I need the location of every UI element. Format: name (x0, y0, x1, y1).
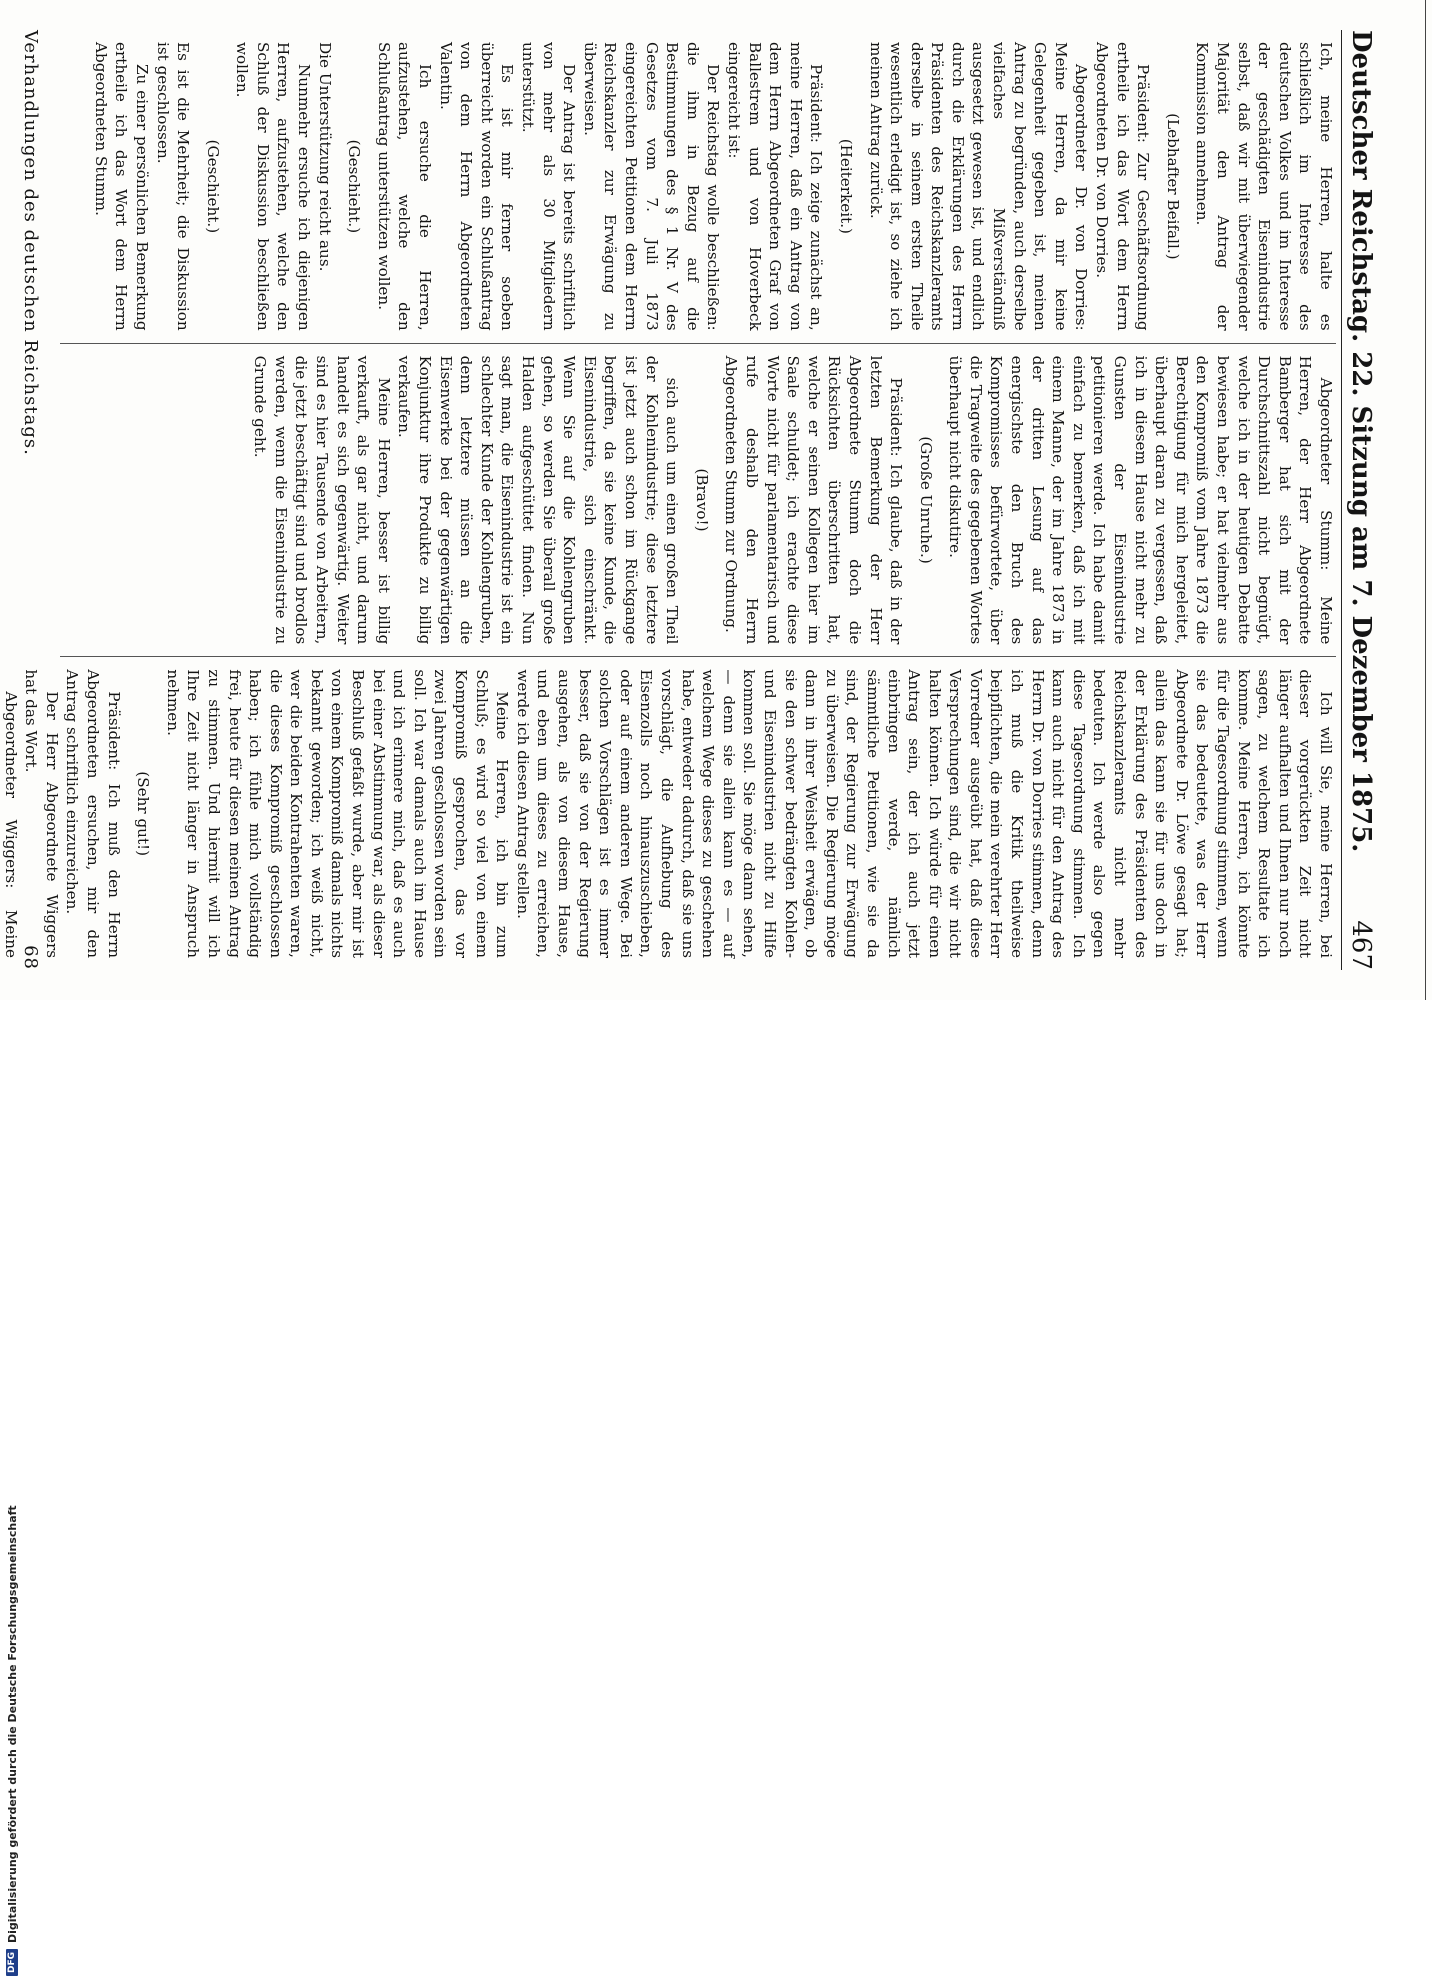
reaction: (Geschieht.) (345, 139, 364, 234)
paragraph: Ich ersuche die Herren, aufzustehen, welche den Schlußantrag unterstützen wollen. (374, 42, 435, 331)
paragraph: Ich will Sie, meine Herren, bei dieser vorgerückten Zeit nicht länger aufhalten und Ihnen nur noch sagen, zu welchem Resultate ich komme. Meine Herren, ich könnte für die Tagesordnung stimmen, wenn sie das bedeutete, was der Herr Abgeordnete Dr. Löwe gesagt hat; allein das kann sie für uns doch in der Erklärung des Präsidenten des Reichskanzleramts nicht mehr bedeuten. Ich werde also gegen diese Tagesordnung stimmen. Ich kann auch nicht für den Antrag des Herrn Dr. von Dorries stimmen, denn ich muß die Kritik theilweise beipflichten, die mein verehrter Herr Vorredner ausgeübt hat, daß diese Versprechungen sind, die wir nicht halten können. Ich würde für einen Antrag sein, der ich auch jetzt einbringen werde, nämlich sämmtliche Petitionen, wie sie da sind, der Regierung zur Erwägung zu überweisen. Die Regierung möge dann in ihrer Weisheit erwägen, ob sie den schwer bedrängten Kohlen- und Eisenindustrien nicht zu Hilfe kommen soll. Sie möge dann sehen, — denn sie allein kann es — auf welchem Wege dieses zu geschehen habe, entweder dadurch, daß sie uns vorschlägt, die Aufhebung des Eisenzolls noch hinauszuschieben, oder auf einem anderen Wege. Bei solchen Vorschlägen ist es immer besser, daß sie von der Regierung ausgehen, als von diesem Hause, und eben um dieses zu erreichen, werde ich diesen Antrag stellen. (513, 669, 1335, 959)
page-footer (16, 30, 46, 970)
credit-text: Digitalisierung gefördert durch die Deutsche Forschungsgemeinschaft (5, 1505, 19, 1943)
reaction: (Geschieht.) (203, 139, 222, 234)
paragraph: Präsident: Ich muß den Herrn Abgeordneten ersuchen, mir den Antrag schriftlich einzureichen. (63, 669, 123, 959)
page-number: 467 (1346, 920, 1376, 970)
paragraph: Ich, meine Herren, halte es schließlich im Interesse des deutschen Volkes und im Interesse der geschädigten Eisenindustrie selbst, daß wir mit überwiegender Majorität den Antrag der Kommission annehmen. (1193, 42, 1335, 331)
reaction: (Sehr gut!) (134, 771, 153, 857)
paragraph: Abgeordneter Wiggers: Meine (1, 691, 20, 959)
paragraph: Präsident: Ich zeige zunächst an, meine Herren, daß ein Antrag von dem Herrn Abgeordneten Graf von Ballestrem und von Hoverbeck eingereicht ist: (724, 42, 826, 331)
paragraph: Präsident: Zur Geschäftsordnung ertheile ich das Wort dem Herrn Abgeordneten Dr. von Dorries. (1093, 42, 1153, 331)
column-2 (60, 343, 1336, 657)
paragraph: Abgeordneter Dr. von Dorries: Meine Herren, da mir keine Gelegenheit gegeben ist, meinen Antrag zu begründen, auch derselbe vielfaches Mißverständniß ausgesetzt gewesen ist, und endlich durch die Erklärungen des Herrn Präsidenten des Reichskanzleramts derselbe in seinem ersten Theile wesentlich erledigt ist, so ziehe ich meinen Antrag zurück. (866, 42, 1091, 331)
paragraph: Der Herr Abgeordnete Wiggers hat das Wort. (22, 669, 61, 959)
paragraph: Zu einer persönlichen Bemerkung ertheile ich das Wort dem Herrn Abgeordneten Stumm. (91, 42, 151, 331)
paragraph: Nunmehr ersuche ich diejenigen Herren, aufzustehen, welche den Schluß der Diskussion beschließen wollen. (233, 42, 314, 331)
paragraph: Präsident: Ich glaube, daß in der letzten Bemerkung der Herr Abgeordnete Stumm doch die Rücksichten überschritten hat, welche er seinen Kollegen hier im Saale schuldet; ich erachte diese Worte nicht für parlamentarisch und rufe deshalb den Herrn Abgeordneten Stumm zur Ordnung. (722, 355, 906, 645)
paragraph: Meine Herren, ich bin zum Schluß; es wird so viel von einem Kompromiß gesprochen, das vor zwei Jahren geschlossen worden sein soll. Ich war damals auch im Hause und ich erinnere mich, daß es auch bei einer Abstimmung war, als dieser Beschluß gefaßt wurde, aber mir ist von einem Kompromiß damals nichts bekannt geworden; ich weiß nicht, wer die beiden Kontrahenten waren, die dieses Kompromiß geschlossen haben; ich fühle mich vollständig frei, heute für diesen meinen Antrag zu stimmen. Und hiermit will ich Ihre Zeit nicht länger in Anspruch nehmen. (163, 669, 512, 959)
paragraph: Der Antrag ist bereits schriftlich von mehr als 30 Mitgliedern unterstützt. (519, 42, 579, 331)
page-header-title: Deutscher Reichstag. 22. Sitzung am 7. Dezember 1875. (1346, 30, 1376, 853)
paragraph: Meine Herren, besser ist billig verkauft, als gar nicht, und darum handelt es sich gegenwärtig. Weiter sind es hier Tausende von Arbeitern, die jetzt beschäftigt sind und brodlos werden, wenn die Eisenindustrie zu Grunde geht. (251, 355, 393, 645)
footer-signature: 68 (20, 945, 42, 970)
paragraph: Es ist die Mehrheit; die Diskussion ist geschlossen. (153, 42, 193, 331)
paragraph: Die Unterstützung reicht aus. (315, 42, 334, 272)
footer-title: Verhandlungen des deutschen Reichstags. (20, 30, 42, 456)
digitization-credit (0, 976, 24, 1976)
reaction: (Heiterkeit.) (836, 138, 855, 234)
paragraph: Der Reichstag wolle beschließen: die ihm in Bezug auf die Bestimmungen des § 1 Nr. V des Gesetzes vom 7. Juli 1873 eingereichten Petitionen dem Herrn Reichskanzler zur Erwägung zu überweisen. (580, 42, 723, 331)
reaction: (Bravo!) (692, 468, 711, 532)
reaction: (Lebhafter Beifall.) (1163, 113, 1182, 260)
column-1 (60, 30, 1336, 343)
page-header (1341, 30, 1392, 970)
scan-edge (1425, 0, 1426, 1000)
reaction: (Große Unruhe.) (916, 436, 935, 564)
paragraph: sich auch um einen großen Theil der Kohlenindustrie; diese letztere ist jetzt auch schon im Rückgange begriffen, da sie keine Kunde, die Eisenindustrie, sich einschränkt. Wenn Sie auf die Kohlengruben gehen, so werden Sie überall große Halden aufgeschüttet finden. Nun sagt man, die Eisenindustrie ist ein schlechter Kunde der Kohlengruben, denn letztere müssen an die Eisenwerke bei der gegenwärtigen Konjunktur ihre Produkte zu billig verkaufen. (395, 355, 682, 645)
paragraph: Es ist mir ferner soeben überreicht worden ein Schlußantrag von dem Herrn Abgeordneten Valentin. (436, 42, 517, 331)
dfg-logo: DFG (6, 1949, 18, 1976)
paragraph: Abgeordneter Stumm: Meine Herren, der Herr Abgeordnete Bamberger hat sich mit der Durchschnittszahl nicht begnügt, welche ich in der heutigen Debatte bewiesen habe; er hat vielmehr aus den Kompromiß vom Jahre 1873 die Berechtigung für mich hergeleitet, überhaupt daran zu vergessen, daß ich in diesem Hause nicht mehr zu Gunsten der Eisenindustrie petitionieren werde. Ich habe damit einfach zu bemerken, daß ich mit einem Manne, der im Jahre 1873 in der dritten Lesung auf das energischste den Bruch des Kompromisses befürwortete, über die Tragweite des gegebenen Wortes überhaupt nicht diskutire. (946, 355, 1335, 645)
